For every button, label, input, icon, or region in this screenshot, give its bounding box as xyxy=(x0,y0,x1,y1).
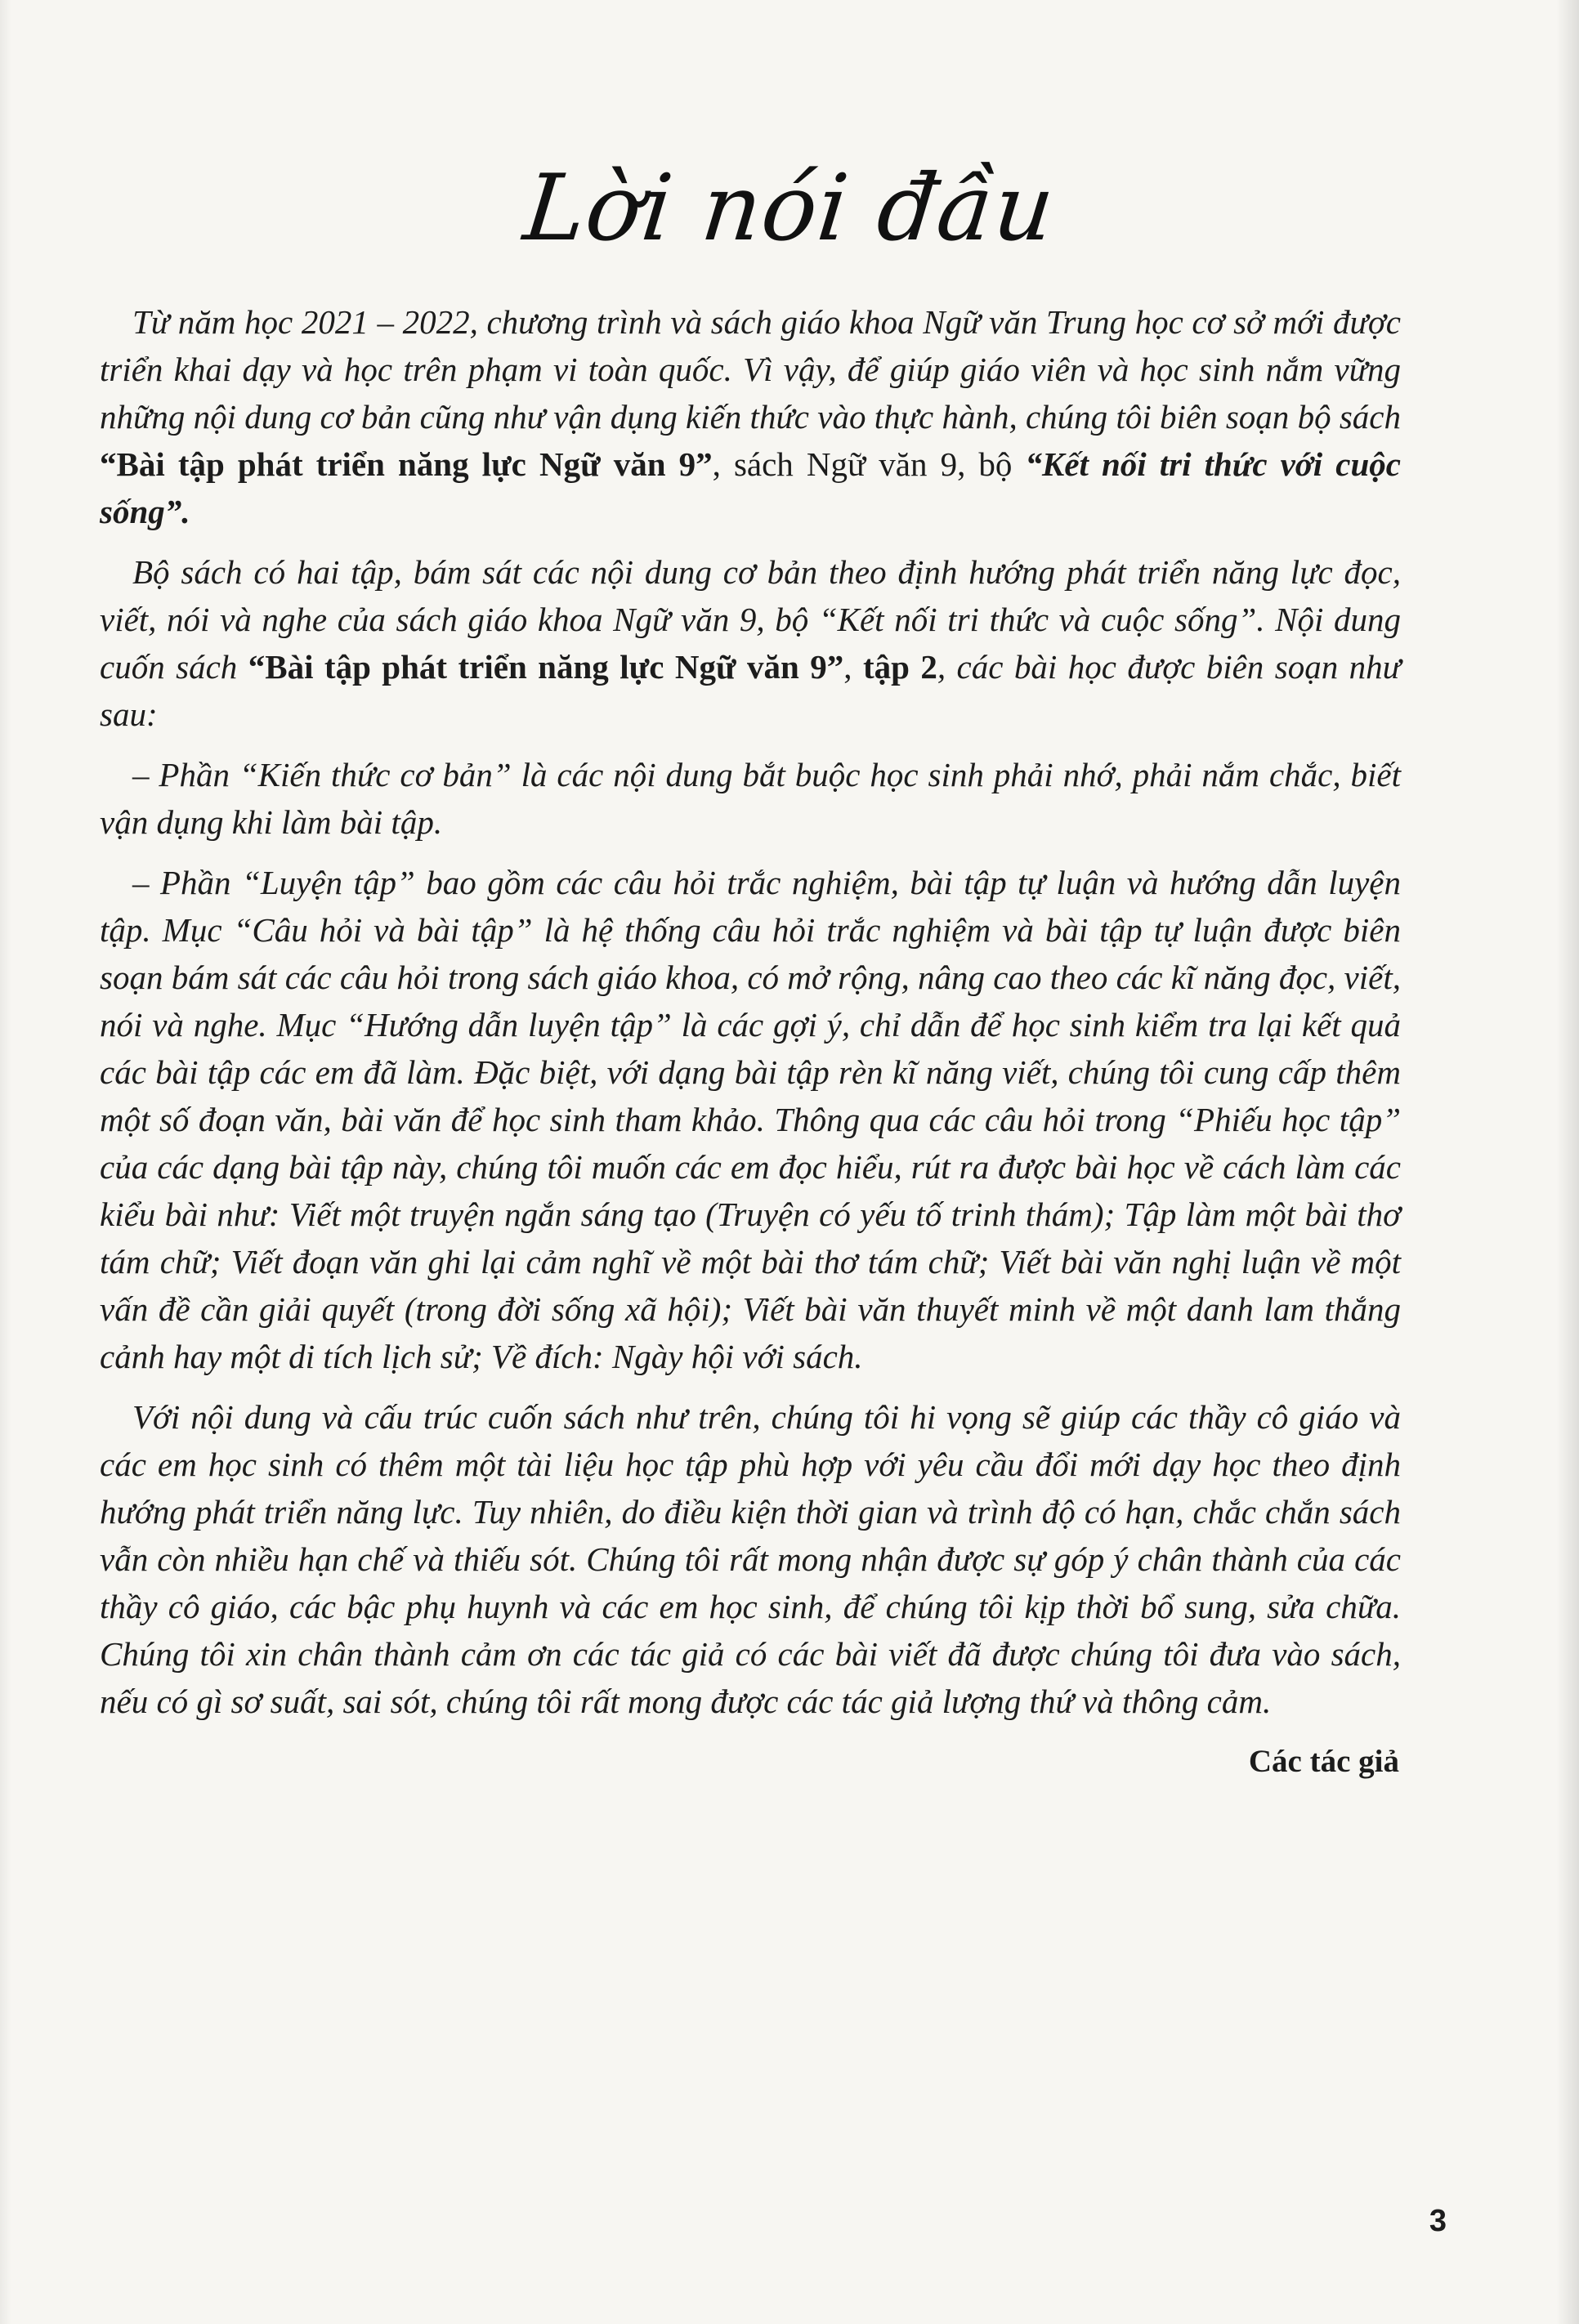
series-name-bold: “Kết nối tri thức với cuộc sống”. xyxy=(100,445,1401,530)
page-edge-left xyxy=(0,0,11,2324)
paragraph-structure xyxy=(100,548,1401,738)
paragraph-structure-text: Bộ sách có hai tập, bám sát các nội dung cơ bản theo định hướng phát triển năng lực đọc, viết, nói và nghe của sách giáo khoa Ngữ văn 9, bộ “Kết nối tri thức và cuộc sống”. Nội dung cuốn sách xyxy=(100,553,1401,686)
page-number: 3 xyxy=(1429,2204,1447,2238)
paragraph-structure-comma: , xyxy=(843,648,863,686)
paragraph-structure-text-2: , các bài học được biên soạn như sau: xyxy=(100,648,1401,733)
preface-body xyxy=(100,298,1401,1738)
paragraph-intro-text: Từ năm học 2021 – 2022, chương trình và sách giáo khoa Ngữ văn Trung học cơ sở mới được triển khai dạy và học trên phạm vi toàn quốc. Vì vậy, để giúp giáo viên và học sinh nắm vững những nội dung cơ bản cũng như vận dụng kiến thức vào thực hành, chúng tôi biên soạn bộ sách xyxy=(100,303,1401,436)
paragraph-basic-knowledge: – Phần “Kiến thức cơ bản” là các nội dung bắt buộc học sinh phải nhớ, phải nắm chắc, biết vận dụng khi làm bài tập. xyxy=(100,756,1401,841)
book-title-bold: “Bài tập phát triển năng lực Ngữ văn 9” xyxy=(100,445,713,483)
page-edge-right xyxy=(1556,0,1579,2324)
paragraph-intro-text-2: , sách Ngữ văn 9, bộ xyxy=(712,445,1026,483)
signature: Các tác giả xyxy=(1248,1744,1399,1779)
page-title: Lời nói đầu xyxy=(519,155,1060,261)
book-title-bold-2: “Bài tập phát triển năng lực Ngữ văn 9” xyxy=(248,648,844,686)
paragraph-intro xyxy=(100,298,1401,535)
paragraph-practice: – Phần “Luyện tập” bao gồm các câu hỏi trắc nghiệm, bài tập tự luận và hướng dẫn luyện tập. Mục “Câu hỏi và bài tập” là hệ thống câu hỏi trắc nghiệm và bài tập tự luận được biên soạn bám sát các câu hỏi trong sách giáo khoa, có mở rộng, nâng cao theo các kĩ năng đọc, viết, nói và nghe. Mục “Hướng dẫn luyện tập” là các gợi ý, chỉ dẫn để học sinh kiểm tra lại kết quả các bài tập các em đã làm. Đặc biệt, với dạng bài tập rèn kĩ năng viết, chúng tôi cung cấp thêm một số đoạn văn, bài văn để học sinh tham khảo. Thông qua các câu hỏi trong “Phiếu học tập” của các dạng bài tập này, chúng tôi muốn các em đọc hiểu, rút ra được bài học về cách làm các kiểu bài như: Viết một truyện ngắn sáng tạo (Truyện có yếu tố trinh thám); Tập làm một bài thơ tám chữ; Viết đoạn văn ghi lại cảm nghĩ về một bài thơ tám chữ; Viết bài văn nghị luận về một vấn đề cần giải quyết (trong đời sống xã hội); Viết bài văn thuyết minh về một danh lam thắng cảnh hay một di tích lịch sử; Về đích: Ngày hội với sách. xyxy=(100,864,1401,1375)
paragraph-closing: Với nội dung và cấu trúc cuốn sách như trên, chúng tôi hi vọng sẽ giúp các thầy cô giáo và các em học sinh có thêm một tài liệu học tập phù hợp với yêu cầu đổi mới dạy học theo định hướng phát triển năng lực. Tuy nhiên, do điều kiện thời gian và trình độ có hạn, chắc chắn sách vẫn còn nhiều hạn chế và thiếu sót. Chúng tôi rất mong nhận được sự góp ý chân thành của các thầy cô giáo, các bậc phụ huynh và các em học sinh, để chúng tôi kịp thời bổ sung, sửa chữa. Chúng tôi xin chân thành cảm ơn các tác giả có các bài viết đã được chúng tôi đưa vào sách, nếu có gì sơ suất, sai sót, chúng tôi rất mong được các tác giả lượng thứ và thông cảm. xyxy=(100,1398,1401,1720)
volume-label: tập 2 xyxy=(862,648,937,686)
